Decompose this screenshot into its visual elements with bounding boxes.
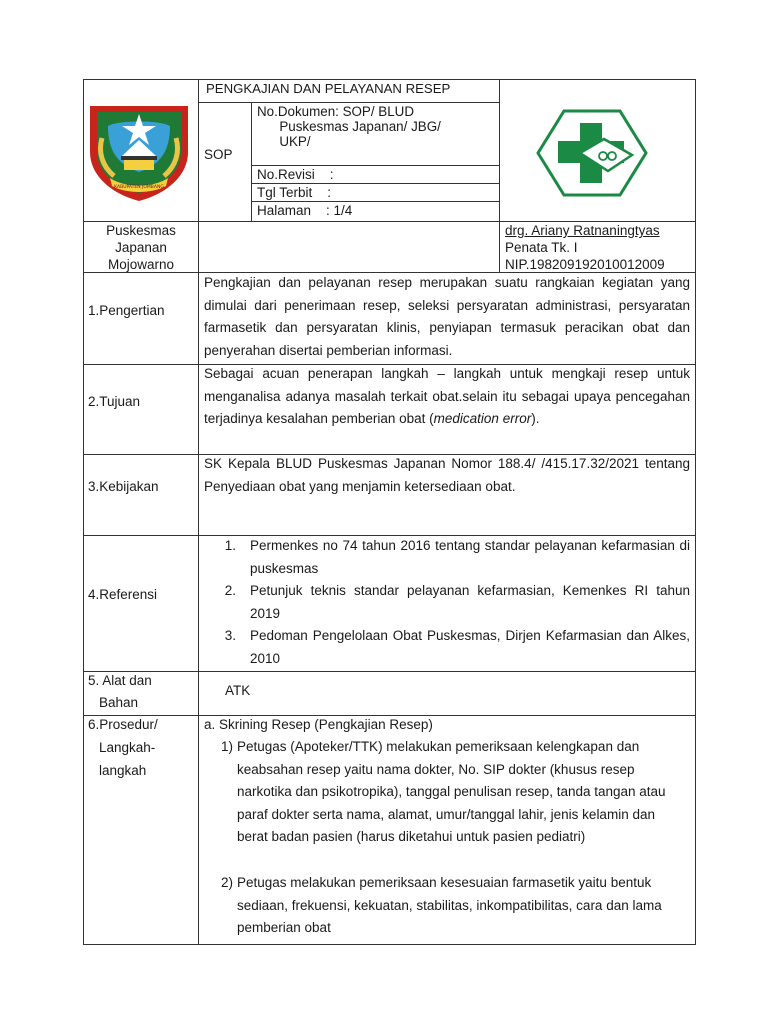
prosedur-step: Petugas (Apoteker/TTK) melakukan pemeriksaan kelengkapan dan keabsahan resep yaitu nama dokter, No. SIP dokter (khusus resep narkotika dan psikotropika), tanggal penulisan resep, tanda tangan atau paraf dokter serta nama, alamat, umur/tanggal lahir, jenis kelamin dan berat badan pasien (harus diketahui untuk pasien pediatri) xyxy=(237,739,666,844)
tgl-terbit: Tgl Terbit : xyxy=(257,185,332,200)
section-label-prosedur: 6.Prosedur/ xyxy=(88,717,158,732)
table-border-left xyxy=(83,79,84,945)
column-divider xyxy=(251,102,252,222)
table-border-right xyxy=(695,79,696,945)
header-divider xyxy=(251,183,499,184)
institution-name xyxy=(84,222,198,273)
tujuan-text-italic: medication error xyxy=(433,411,532,426)
section-label-pengertian: 1.Pengertian xyxy=(88,303,165,318)
table-border-top xyxy=(83,79,696,80)
regency-emblem-logo xyxy=(88,104,190,202)
row-divider xyxy=(83,671,696,672)
tujuan-text-main: Sebagai acuan penerapan langkah – langkah untuk mengkaji resep untuk menganalisa adanya masalah terkait obat.selain itu sebagai upaya pencegahan terjadinya kesalahan pemberian obat ( xyxy=(204,366,690,426)
prosedur-subhead: a. Skrining Resep (Pengkajian Resep) xyxy=(204,717,433,732)
section-label-kebijakan: 3.Kebijakan xyxy=(88,479,159,494)
referensi-item: Pedoman Pengelolaan Obat Puskesmas, Dirjen Kefarmasian dan Alkes, 2010 xyxy=(250,628,690,666)
prosedur-step: Petugas melakukan pemeriksaan kesesuaian farmasetik yaitu bentuk sediaan, frekuensi, kekuatan, stabilitas, inkompatibilitas, cara dan lama pemberian obat xyxy=(237,875,662,935)
emblem-banner-text: KABUPATEN JOMBANG xyxy=(114,185,164,190)
prosedur-step-number: 2) xyxy=(220,875,233,890)
referensi-number: 2. xyxy=(224,583,236,598)
no-revisi: No.Revisi : xyxy=(257,167,334,182)
header-divider xyxy=(198,102,499,103)
no-dokumen: No.Dokumen: SOP/ BLUD Puskesmas Japanan/ JBG/ UKP/ xyxy=(257,104,441,149)
institution-line: Japanan xyxy=(115,240,167,255)
institution-line: Mojowarno xyxy=(107,257,175,272)
kebijakan-text: SK Kepala BLUD Puskesmas Japanan Nomor 188.4/ /415.17.32/2021 tentang Penyediaan obat yang menjamin ketersediaan obat. xyxy=(204,456,690,494)
section-label-prosedur-2: Langkah- xyxy=(99,740,156,755)
tujuan-text-end: ). xyxy=(531,411,540,426)
section-label-alat: 5. Alat dan xyxy=(88,673,152,688)
column-divider xyxy=(499,79,500,273)
signatory-name: drg. Ariany Ratnaningtyas xyxy=(505,223,660,238)
section-label-tujuan: 2.Tujuan xyxy=(88,394,141,409)
section-label-alat-2: Bahan xyxy=(99,695,139,710)
referensi-number: 3. xyxy=(224,628,236,643)
signatory-nip: NIP.198209192010012009 xyxy=(505,257,665,272)
referensi-item: Permenkes no 74 tahun 2016 tentang standar pelayanan kefarmasian di puskesmas xyxy=(250,538,690,576)
column-divider xyxy=(198,79,199,945)
prosedur-step-number: 1) xyxy=(220,739,233,754)
referensi-number: 1. xyxy=(224,538,236,553)
section-label-referensi: 4.Referensi xyxy=(88,587,158,602)
signatory-block xyxy=(505,222,665,273)
puskesmas-logo xyxy=(536,109,648,197)
row-divider xyxy=(83,715,696,716)
halaman: Halaman : 1/4 xyxy=(257,203,353,218)
institution-line: Puskesmas xyxy=(106,223,176,238)
sop-label: SOP xyxy=(204,147,233,162)
tujuan-text xyxy=(204,363,690,431)
signatory-rank: Penata Tk. I xyxy=(505,240,578,255)
header-divider xyxy=(251,165,499,166)
pengertian-text: Pengkajian dan pelayanan resep merupakan suatu rangkaian kegiatan yang dimulai dari penerimaan resep, seleksi persyaratan administrasi, persyaratan farmasetik dan persyaratan klinis, penyiapan termasuk peracikan obat dan penyerahan disertai pemberian informasi. xyxy=(204,275,690,358)
table-border-bottom xyxy=(83,944,696,945)
alat-text: ATK xyxy=(225,683,251,698)
section-label-prosedur-3: langkah xyxy=(99,763,147,778)
referensi-item: Petunjuk teknis standar pelayanan kefarmasian, Kemenkes RI tahun 2019 xyxy=(250,583,690,621)
document-title: PENGKAJIAN DAN PELAYANAN RESEP xyxy=(206,81,451,96)
header-divider xyxy=(251,201,499,202)
